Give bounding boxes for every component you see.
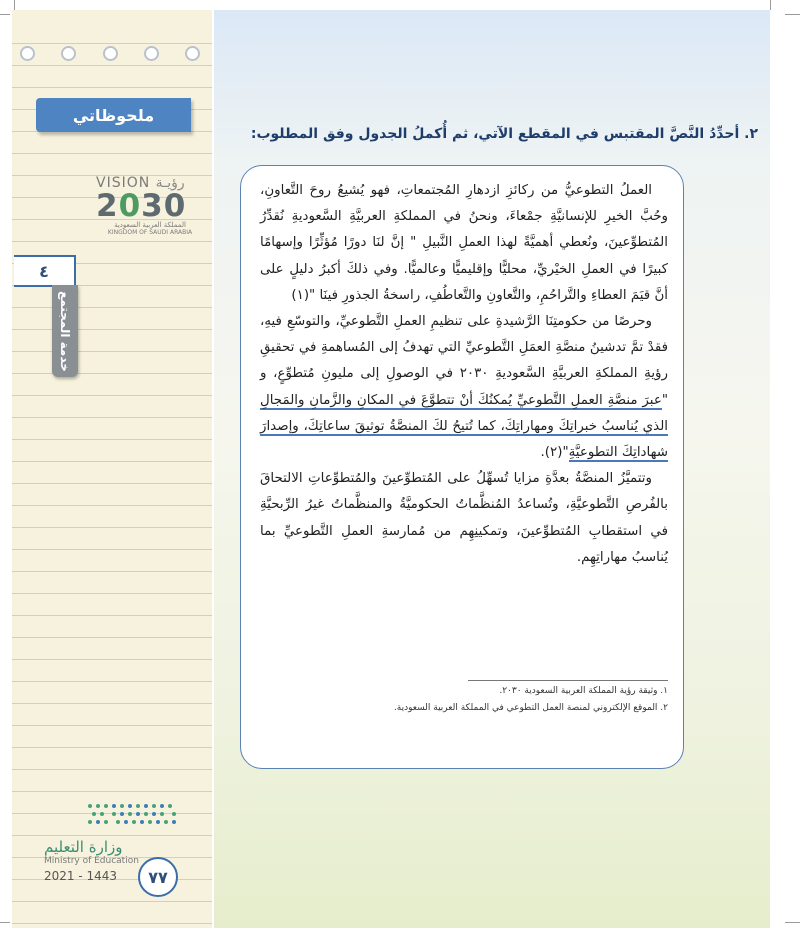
binder-hole-icon: [103, 46, 118, 61]
binder-hole-icon: [61, 46, 76, 61]
binder-hole-icon: [20, 46, 35, 61]
footnote-1: ١. وثيقة رؤية المملكة العربية السعودية ٢٠٣٠.: [499, 686, 668, 696]
footnote-2: ٢. الموقع الإلكتروني لمنصة العمل التطوعي في المملكة العربية السعودية.: [393, 703, 668, 713]
vision-kingdom-ar: المملكة العربية السعودية: [114, 221, 186, 229]
passage-paragraph-1: العملُ التطوعيُّ من ركائزِ ازدهارِ المُجتمعاتِ، فهو يُشيعُ روحَ التَّعاونِ، وحُبَّ الخيرِ للإنسانيَّةِ جمْعاءَ، ونحنُ في المملكةِ العربيَّةِ السَّعوديةِ نُقدِّرُ المُتطوِّعينَ، ونُعطي أهميَّةً لهذا العملِ النَّبيلِ " إنَّ لنَا دورًا مُؤثِّرًا وإسهامًا كبيرًا في العملِ الخيْريِّ، محليًّا وإقليميًّا وعالميًّا. وفي ذلكَ أكبرُ دليلٍ على أنَّ قيَمَ العطاءِ والتَّراحُمِ، والتَّعاونِ والتَّعاطُفِ، راسخةُ الجذورِ فينَا "(١): [260, 183, 668, 303]
notes-sidebar: [12, 10, 212, 928]
vision-word: VISION: [96, 175, 151, 191]
passage-paragraph-2: [260, 309, 668, 466]
crop-mark: [14, 0, 15, 10]
crop-mark: [0, 922, 10, 923]
crop-mark: [785, 922, 800, 923]
quoted-text: عبرَ منصَّةِ العملِ التَّطوعيِّ يُمكنُكَ أنْ تتطوَّعَ في المكانِ والزَّمانِ والمَجالِ الذي يُناسبُ خبراتِكَ ومهاراتِكَ، كما تُتيحُ لكَ المنصَّةُ توثيقَ ساعاتِكَ، وإصدارَ شهاداتِكَ التطوعيَّةِ: [260, 392, 668, 461]
vision-2030-logo: [96, 175, 204, 245]
passage-p2-end: "(٢).: [540, 445, 569, 461]
crop-mark: [770, 0, 771, 10]
ministry-logo-icon: [86, 800, 178, 830]
page-number: ٧٧: [138, 857, 178, 897]
vision-arabic: رؤيـة: [155, 175, 185, 191]
notes-title: ملحوظاتي: [36, 98, 191, 132]
binder-hole-icon: [144, 46, 159, 61]
binder-hole-icon: [185, 46, 200, 61]
binder-holes: [20, 46, 200, 68]
question-heading: ٢. أحدِّدُ النَّصَّ المقتبس في المقطع الآتي، ثم أُكملُ الجدول وفق المطلوب:: [250, 126, 758, 142]
ministry-name-en: Ministry of Education: [44, 856, 139, 866]
vision-kingdom-en: KINGDOM OF SAUDI ARABIA: [107, 229, 193, 236]
edition-year: 2021 - 1443: [44, 869, 118, 883]
crop-mark: [0, 14, 10, 15]
unit-title-tab: خدمة المجتمع: [52, 285, 78, 377]
passage-text: [260, 178, 668, 571]
footnote-divider: [468, 680, 668, 681]
passage-p2-start: وحرصًا من حكومتِنَا الرَّشيدةِ على تنظيمِ العملِ التَّطوعيِّ، والتوسّعِ فيهِ، فقدْ تمَّ تدشينُ منصَّةِ العمَلِ التَّطوعيِّ التي تهدفُ إلى المُساهمةِ في تحقيقِ رؤيةِ المملكةِ العربيَّةِ السَّعوديةِ ٢٠٣٠ في الوصولِ إلى مليونِ مُتطوِّعٍ، و ": [260, 314, 668, 408]
vision-year-30: 30: [141, 188, 187, 224]
vision-year-0: 0: [118, 188, 142, 224]
crop-mark: [785, 14, 800, 15]
vision-year-2: 2: [96, 188, 119, 224]
passage-paragraph-3: وتتميَّزُ المنصَّةُ بعدَّةِ مزايا تُسهِّلُ على المُتطوِّعينَ والمُتطوِّعاتِ الالتحاقَ بالفُرصِ التَّطوعيَّةِ، وتُساعدُ المُنظَّماتُ الحكوميَّةُ والمنظَّماتُ غيرُ الرِّبحيَّةِ في استقطابِ المُتطوِّعينَ، وتمكينِهِم من مُمارسةِ العملِ التَّطوعيِّ بما يُناسبُ مهاراتِهِم.: [260, 471, 668, 565]
ministry-name-ar: وزارة التعليم: [44, 838, 123, 856]
unit-number: ٤: [14, 255, 76, 287]
